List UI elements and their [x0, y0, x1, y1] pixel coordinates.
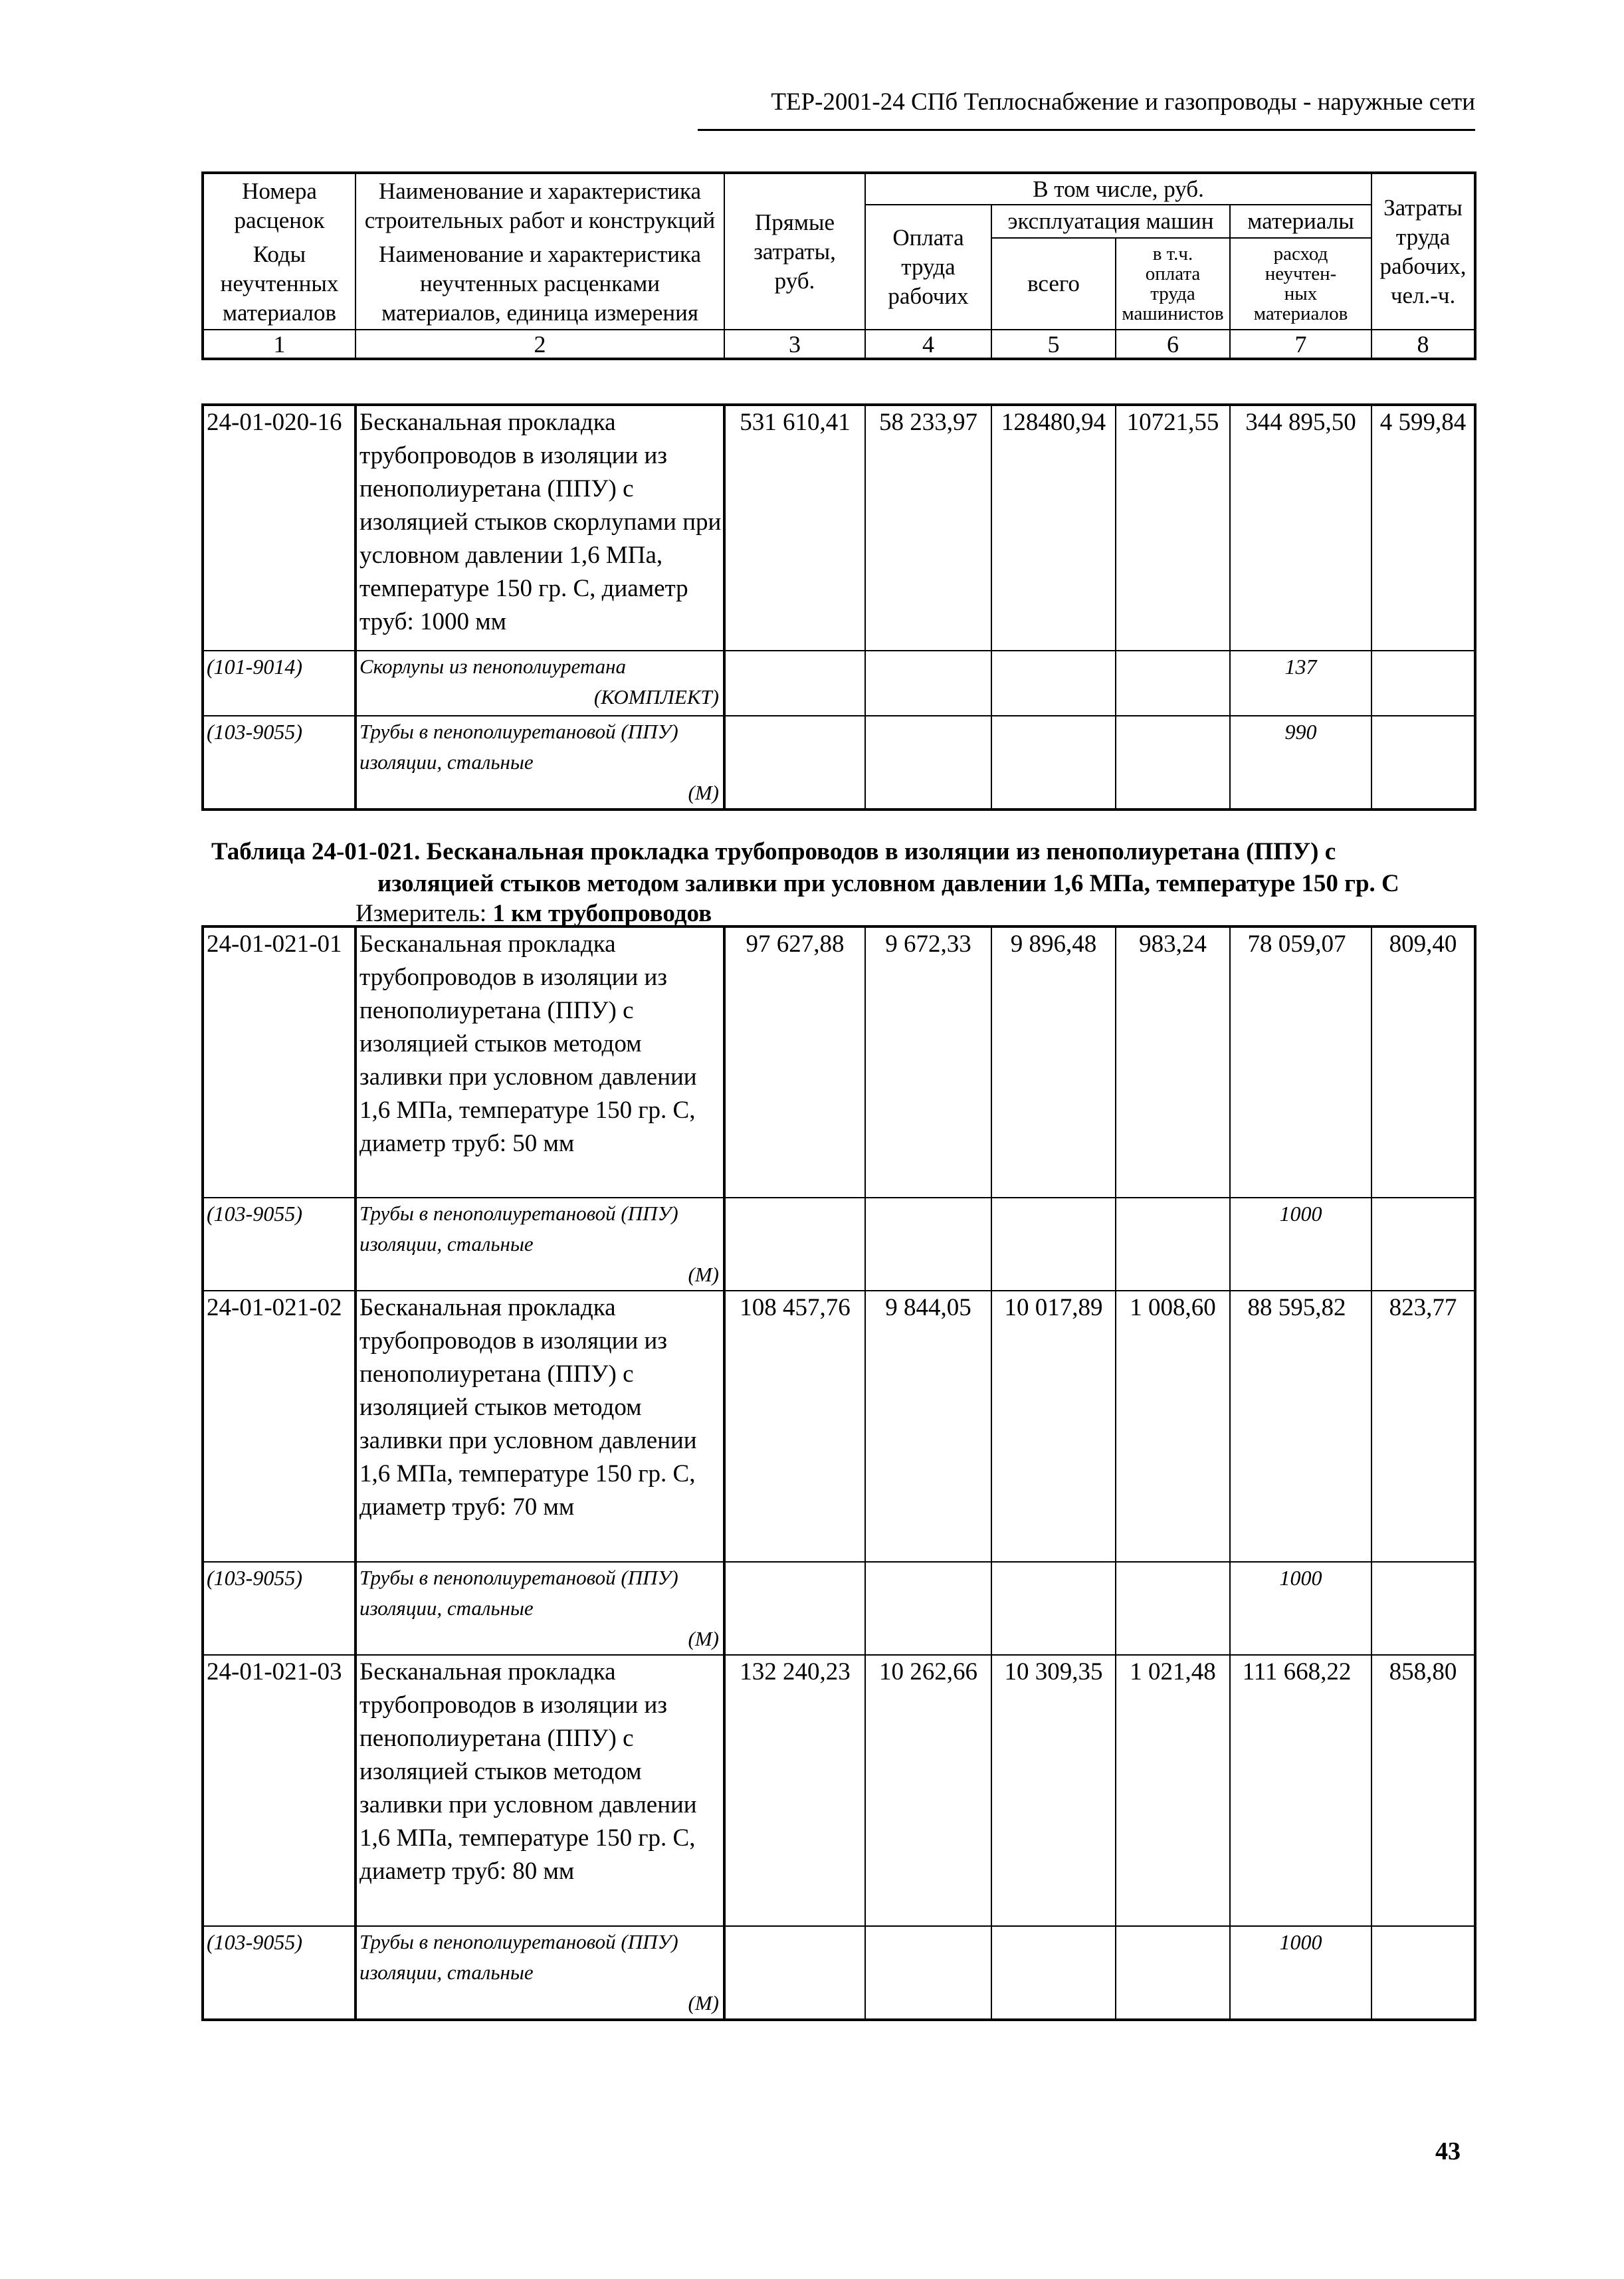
labor-hours: 809,40: [1371, 926, 1475, 1198]
rate-code: 24-01-021-02: [203, 1291, 355, 1562]
header-col8: Затраты труда рабочих, чел.-ч.: [1371, 173, 1475, 330]
material-unit: (М): [688, 781, 719, 804]
header-col3: Прямые затраты, руб.: [724, 173, 865, 330]
rates-table-24-01-021: [201, 925, 1476, 2021]
direct-costs: 531 610,41: [724, 405, 865, 651]
materials-cost: 344 895,50: [1230, 405, 1371, 651]
material-unit: (М): [688, 1627, 719, 1650]
header-num-7: 7: [1230, 330, 1371, 359]
machines-total: 10 309,35: [991, 1655, 1116, 1926]
material-qty: 990: [1230, 716, 1371, 810]
header-col6: в т.ч. оплата труда машинистов: [1116, 238, 1230, 330]
labor-hours: 858,80: [1371, 1655, 1475, 1926]
direct-costs: 108 457,76: [724, 1291, 865, 1562]
rate-row: [203, 1291, 1475, 1562]
header-rule: [698, 129, 1475, 131]
header-col7: расход неучтен- ных материалов: [1230, 238, 1371, 330]
material-unit: (КОМПЛЕКТ): [593, 685, 719, 708]
material-unit: (М): [688, 1991, 719, 2014]
material-qty: 137: [1230, 651, 1371, 716]
material-row: [203, 651, 1475, 716]
header-col4: Оплата труда рабочих: [865, 205, 991, 330]
material-name: Трубы в пенополиуретановой (ППУ) изоляции, стальные (М): [355, 716, 724, 810]
machinists-pay: 1 008,60: [1116, 1291, 1230, 1562]
material-row: [203, 1562, 1475, 1655]
rate-code: 24-01-020-16: [203, 405, 355, 651]
column-header-table: [201, 171, 1476, 360]
material-qty: 1000: [1230, 1562, 1371, 1655]
material-code: (103-9055): [203, 1926, 355, 2020]
header-col1-bottom: Коды неучтенных материалов: [203, 238, 355, 330]
material-code: (101-9014): [203, 651, 355, 716]
header-group-label: В том числе, руб.: [865, 173, 1371, 205]
measure-unit: Измеритель: 1 км трубопроводов: [355, 900, 712, 927]
running-header: ТЕР-2001-24 СПб Теплоснабжение и газопроводы - наружные сети: [771, 88, 1475, 116]
machines-total: 9 896,48: [991, 926, 1116, 1198]
material-name: Трубы в пенополиуретановой (ППУ) изоляции, стальные (М): [355, 1198, 724, 1291]
header-materials-label: материалы: [1230, 205, 1371, 238]
rate-code: 24-01-021-03: [203, 1655, 355, 1926]
materials-cost: 88 595,82: [1230, 1291, 1371, 1562]
header-num-1: 1: [203, 330, 355, 359]
machines-total: 10 017,89: [991, 1291, 1116, 1562]
machinists-pay: 1 021,48: [1116, 1655, 1230, 1926]
materials-cost: 78 059,07: [1230, 926, 1371, 1198]
material-code: (103-9055): [203, 1198, 355, 1291]
material-qty: 1000: [1230, 1198, 1371, 1291]
header-num-2: 2: [355, 330, 724, 359]
header-col1-top: Номера расценок: [203, 173, 355, 238]
header-num-5: 5: [991, 330, 1116, 359]
rate-name: Бесканальная прокладка трубопроводов в изоляции из пенополиуретана (ППУ) с изоляцией стыков скорлупами при условном давлении 1,6 МПа, температуре 150 гр. С, диаметр труб: 1000 мм: [355, 405, 724, 651]
labor-hours: 4 599,84: [1371, 405, 1475, 651]
labor-hours: 823,77: [1371, 1291, 1475, 1562]
rate-name: Бесканальная прокладка трубопроводов в изоляции из пенополиуретана (ППУ) с изоляцией стыков методом заливки при условном давлении 1,6 МПа, температуре 150 гр. С, диаметр труб: 70 мм: [355, 1291, 724, 1562]
header-num-3: 3: [724, 330, 865, 359]
header-num-4: 4: [865, 330, 991, 359]
header-col2-bottom: Наименование и характеристика неучтенных расценками материалов, единица измерения: [355, 238, 724, 330]
header-col2-top: Наименование и характеристика строительных работ и конструкций: [355, 173, 724, 238]
rates-table-24-01-020: [201, 403, 1476, 811]
material-name: Скорлупы из пенополиуретана (КОМПЛЕКТ): [355, 651, 724, 716]
rate-row: [203, 926, 1475, 1198]
header-machines-label: эксплуатация машин: [991, 205, 1230, 238]
material-code: (103-9055): [203, 1562, 355, 1655]
material-row: [203, 1198, 1475, 1291]
header-num-6: 6: [1116, 330, 1230, 359]
material-row: [203, 1926, 1475, 2020]
header-col5: всего: [991, 238, 1116, 330]
material-name: Трубы в пенополиуретановой (ППУ) изоляции, стальные (М): [355, 1562, 724, 1655]
material-qty: 1000: [1230, 1926, 1371, 2020]
machines-total: 128480,94: [991, 405, 1116, 651]
rate-row: [203, 405, 1475, 651]
rate-row: [203, 1655, 1475, 1926]
machinists-pay: 10721,55: [1116, 405, 1230, 651]
labor-pay: 9 672,33: [865, 926, 991, 1198]
direct-costs: 132 240,23: [724, 1655, 865, 1926]
rate-name: Бесканальная прокладка трубопроводов в изоляции из пенополиуретана (ППУ) с изоляцией стыков методом заливки при условном давлении 1,6 МПа, температуре 150 гр. С, диаметр труб: 80 мм: [355, 1655, 724, 1926]
material-row: [203, 716, 1475, 810]
page-number: 43: [1435, 2137, 1461, 2165]
material-name: Трубы в пенополиуретановой (ППУ) изоляции, стальные (М): [355, 1926, 724, 2020]
direct-costs: 97 627,88: [724, 926, 865, 1198]
materials-cost: 111 668,22: [1230, 1655, 1371, 1926]
machinists-pay: 983,24: [1116, 926, 1230, 1198]
rate-code: 24-01-021-01: [203, 926, 355, 1198]
material-code: (103-9055): [203, 716, 355, 810]
labor-pay: 58 233,97: [865, 405, 991, 651]
material-unit: (М): [688, 1263, 719, 1286]
rate-name: Бесканальная прокладка трубопроводов в изоляции из пенополиуретана (ППУ) с изоляцией стыков методом заливки при условном давлении 1,6 МПа, температуре 150 гр. С, диаметр труб: 50 мм: [355, 926, 724, 1198]
labor-pay: 10 262,66: [865, 1655, 991, 1926]
labor-pay: 9 844,05: [865, 1291, 991, 1562]
header-num-8: 8: [1371, 330, 1475, 359]
table-title: Таблица 24-01-021. Бесканальная прокладка трубопроводов в изоляции из пенополиуретана (ППУ) с изоляцией стыков методом заливки при условном давлении 1,6 МПа, температуре 150 гр. С: [211, 838, 1399, 897]
